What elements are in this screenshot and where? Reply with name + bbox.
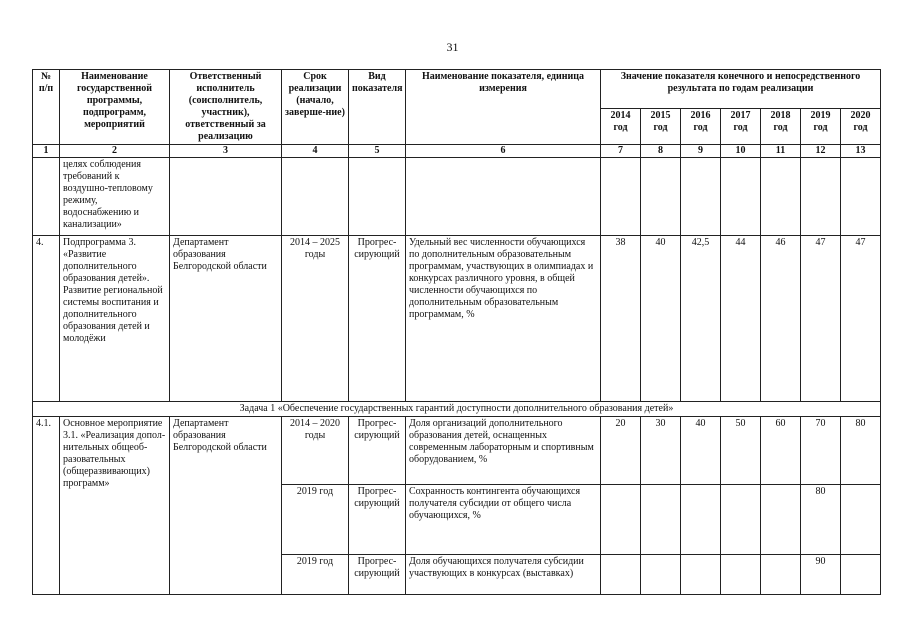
table-row-4-1 bbox=[33, 417, 881, 485]
column-number: 5 bbox=[349, 145, 406, 158]
header-col-responsible: Ответственный исполнитель (соисполнитель, участник), ответственный за реализацию bbox=[170, 70, 282, 145]
value-2019: 80 bbox=[801, 485, 841, 555]
header-year: 2014 год bbox=[601, 109, 641, 145]
value-2019: 90 bbox=[801, 555, 841, 595]
task-title: Задача 1 «Обеспечение государственных гарантий доступности дополнительного образования детей» bbox=[33, 402, 881, 417]
table-row-4 bbox=[33, 236, 881, 402]
header-year: 2018 год bbox=[761, 109, 801, 145]
header-col-no: № п/п bbox=[33, 70, 60, 145]
row-indicator: Доля обучающихся получателя субсидии участвующих в конкурсах (выставках) bbox=[406, 555, 601, 595]
value-2019: 70 bbox=[801, 417, 841, 485]
cell-empty bbox=[641, 555, 681, 595]
header-year: 2016 год bbox=[681, 109, 721, 145]
column-number: 3 bbox=[170, 145, 282, 158]
column-number: 6 bbox=[406, 145, 601, 158]
cell-empty bbox=[681, 485, 721, 555]
cell-empty bbox=[721, 485, 761, 555]
cell-empty bbox=[349, 158, 406, 236]
row-responsible: Департамент образования Белгородской области bbox=[170, 236, 282, 402]
row-responsible: Департамент образования Белгородской области bbox=[170, 417, 282, 595]
header-col-term: Срок реализации (начало, заверше-ние) bbox=[282, 70, 349, 145]
value-2018: 46 bbox=[761, 236, 801, 402]
cell-empty bbox=[681, 158, 721, 236]
cell-empty bbox=[170, 158, 282, 236]
indicators-table bbox=[32, 69, 881, 595]
header-col-indicator: Наименование показателя, единица измерения bbox=[406, 70, 601, 145]
row-term: 2014 – 2025 годы bbox=[282, 236, 349, 402]
row-name: целях соблюдения требований к воздушно-тепловому режиму, водоснабжению и канализации» bbox=[60, 158, 170, 236]
cell-empty bbox=[601, 485, 641, 555]
cell-empty bbox=[761, 555, 801, 595]
cell-empty bbox=[601, 158, 641, 236]
value-2015: 30 bbox=[641, 417, 681, 485]
column-number: 11 bbox=[761, 145, 801, 158]
cell-empty bbox=[841, 485, 881, 555]
value-2018: 60 bbox=[761, 417, 801, 485]
header-year: 2017 год bbox=[721, 109, 761, 145]
value-2016: 40 bbox=[681, 417, 721, 485]
column-number: 8 bbox=[641, 145, 681, 158]
value-2019: 47 bbox=[801, 236, 841, 402]
value-2016: 42,5 bbox=[681, 236, 721, 402]
row-name: Основное мероприятие 3.1. «Реализация допол-нительных общеоб-разовательных (общеразвивающих) программ» bbox=[60, 417, 170, 595]
column-number: 7 bbox=[601, 145, 641, 158]
column-number: 12 bbox=[801, 145, 841, 158]
header-year: 2019 год bbox=[801, 109, 841, 145]
row-number: 4.1. bbox=[33, 417, 60, 595]
column-number: 1 bbox=[33, 145, 60, 158]
cell-empty bbox=[641, 485, 681, 555]
page-number: 31 bbox=[446, 40, 459, 54]
cell-empty bbox=[282, 158, 349, 236]
column-number: 13 bbox=[841, 145, 881, 158]
value-2014: 20 bbox=[601, 417, 641, 485]
row-kind: Прогрес-сирующий bbox=[349, 236, 406, 402]
cell-empty bbox=[761, 485, 801, 555]
row-kind: Прогрес-сирующий bbox=[349, 417, 406, 485]
value-2020: 80 bbox=[841, 417, 881, 485]
cell-empty bbox=[801, 158, 841, 236]
header-col-name: Наименование государственной программы, подпрограмм, мероприятий bbox=[60, 70, 170, 145]
header-row bbox=[33, 70, 881, 109]
column-number: 4 bbox=[282, 145, 349, 158]
cell-empty bbox=[641, 158, 681, 236]
header-year: 2020 год bbox=[841, 109, 881, 145]
row-kind: Прогрес-сирующий bbox=[349, 485, 406, 555]
column-numbers-row bbox=[33, 145, 881, 158]
column-number: 10 bbox=[721, 145, 761, 158]
column-number: 9 bbox=[681, 145, 721, 158]
cell-empty bbox=[406, 158, 601, 236]
cell-empty bbox=[33, 158, 60, 236]
row-kind: Прогрес-сирующий bbox=[349, 555, 406, 595]
cell-empty bbox=[721, 158, 761, 236]
row-indicator: Удельный вес численности обучающихся по дополнительным образовательным программам, участвующих в олимпиадах и конкурсах различного уровня, в общей численности обучающихся по дополнительным образовательным программам, % bbox=[406, 236, 601, 402]
header-year: 2015 год bbox=[641, 109, 681, 145]
cell-empty bbox=[761, 158, 801, 236]
value-2020: 47 bbox=[841, 236, 881, 402]
cell-empty bbox=[681, 555, 721, 595]
row-indicator: Доля организаций дополнительного образования детей, оснащенных современным лабораторным и спортивным оборудованием, % bbox=[406, 417, 601, 485]
row-number: 4. bbox=[33, 236, 60, 402]
row-term: 2019 год bbox=[282, 555, 349, 595]
cell-empty bbox=[721, 555, 761, 595]
value-2015: 40 bbox=[641, 236, 681, 402]
header-col-values: Значение показателя конечного и непосредственного результата по годам реализации bbox=[601, 70, 881, 109]
row-name: Подпрограмма 3. «Развитие дополнительного образования детей». Развитие региональной системы воспитания и дополнительного образования детей и молодёжи bbox=[60, 236, 170, 402]
value-2017: 50 bbox=[721, 417, 761, 485]
row-indicator: Сохранность контингента обучающихся получателя субсидии от общего числа обучающихся, % bbox=[406, 485, 601, 555]
table-row-continuation bbox=[33, 158, 881, 236]
row-term: 2014 – 2020 годы bbox=[282, 417, 349, 485]
cell-empty bbox=[841, 555, 881, 595]
row-term: 2019 год bbox=[282, 485, 349, 555]
cell-empty bbox=[601, 555, 641, 595]
task-row bbox=[33, 402, 881, 417]
header-col-kind: Вид показателя bbox=[349, 70, 406, 145]
value-2017: 44 bbox=[721, 236, 761, 402]
column-number: 2 bbox=[60, 145, 170, 158]
cell-empty bbox=[841, 158, 881, 236]
value-2014: 38 bbox=[601, 236, 641, 402]
